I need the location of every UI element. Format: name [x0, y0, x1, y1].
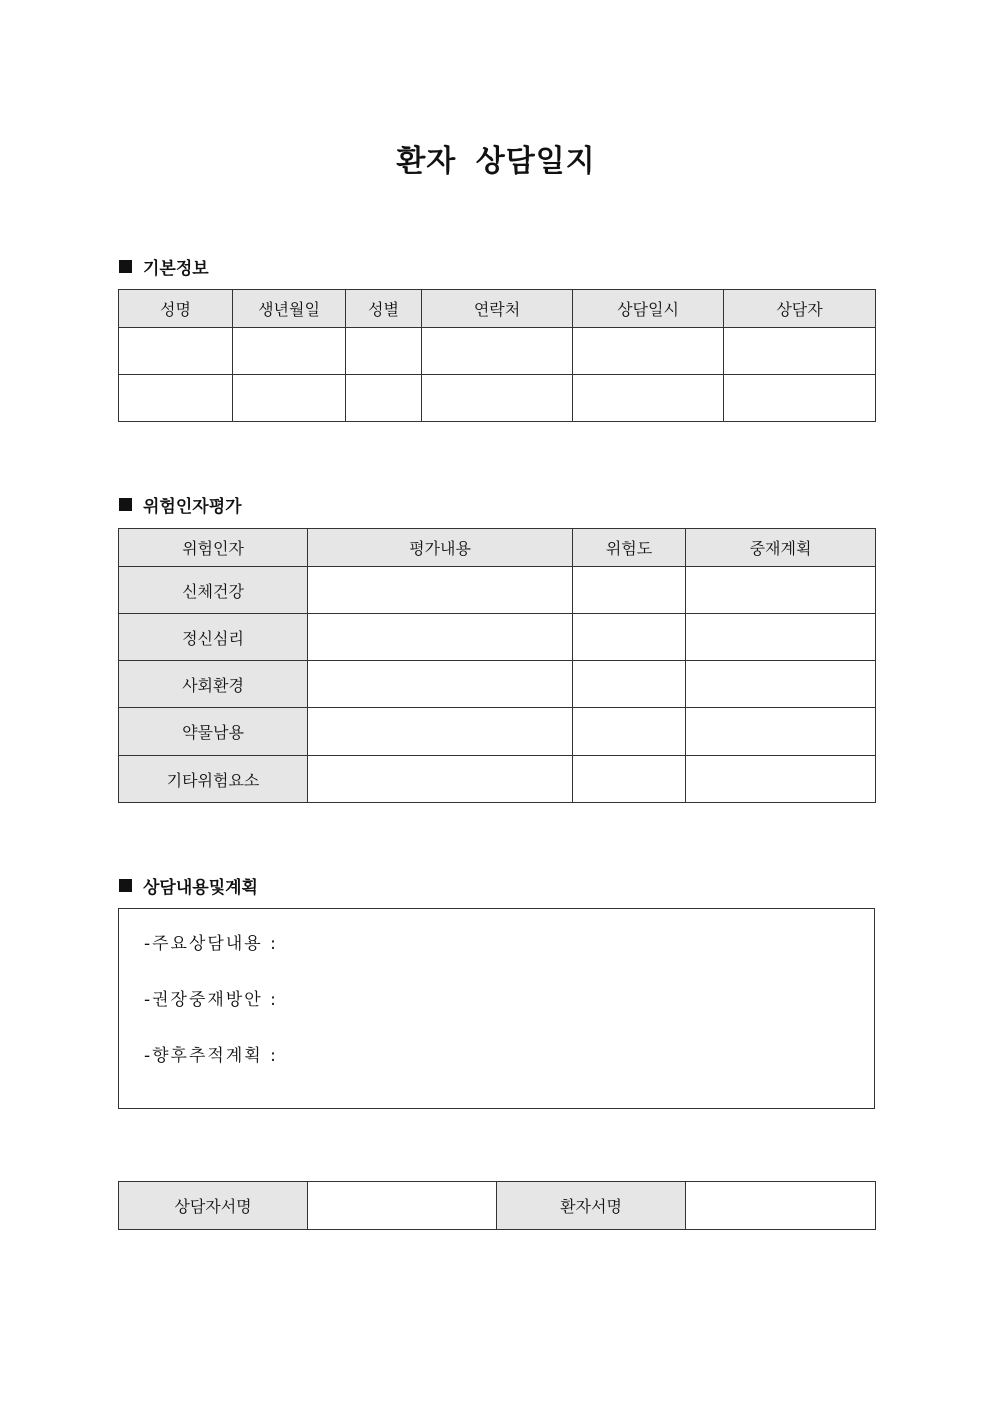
counselor-signature-field[interactable] [308, 1182, 497, 1230]
intervention-cell[interactable] [686, 614, 876, 661]
intervention-cell[interactable] [686, 567, 876, 614]
header-risk-factor: 위험인자 [119, 529, 308, 567]
assessment-cell[interactable] [308, 614, 573, 661]
patient-signature-label: 환자서명 [497, 1182, 686, 1230]
assessment-cell[interactable] [308, 708, 573, 756]
header-contact: 연락처 [422, 290, 573, 328]
name-cell[interactable] [119, 328, 233, 375]
table-row [119, 756, 876, 803]
table-row [119, 328, 876, 375]
risk-level-cell[interactable] [573, 708, 686, 756]
risk-factor-mental: 정신심리 [119, 614, 308, 661]
counsel-notes-box[interactable] [118, 908, 875, 1109]
main-counsel-content-label: -주요상담내용 : [144, 934, 278, 954]
risk-level-cell[interactable] [573, 614, 686, 661]
risk-factor-social: 사회환경 [119, 661, 308, 708]
risk-level-cell[interactable] [573, 567, 686, 614]
gender-cell[interactable] [346, 375, 422, 422]
assessment-cell[interactable] [308, 661, 573, 708]
table-row [119, 375, 876, 422]
header-counselor: 상담자 [724, 290, 876, 328]
risk-table [118, 528, 876, 803]
header-intervention-plan: 중재계획 [686, 529, 876, 567]
counsel-heading [119, 873, 258, 898]
table-row [119, 708, 876, 756]
counselor-cell[interactable] [724, 375, 876, 422]
counsel-datetime-cell[interactable] [573, 328, 724, 375]
basic-info-header-row [119, 290, 876, 328]
risk-heading-label: 위험인자평가 [143, 497, 242, 517]
basic-info-heading-label: 기본정보 [143, 259, 209, 279]
follow-up-plan-label: -향후추적계획 : [144, 1046, 278, 1066]
header-name: 성명 [119, 290, 233, 328]
header-gender: 성별 [346, 290, 422, 328]
basic-info-heading [119, 254, 209, 279]
header-counsel-datetime: 상담일시 [573, 290, 724, 328]
contact-cell[interactable] [422, 375, 573, 422]
table-row [119, 661, 876, 708]
header-assessment: 평가내용 [308, 529, 573, 567]
intervention-cell[interactable] [686, 756, 876, 803]
patient-signature-field[interactable] [686, 1182, 876, 1230]
risk-level-cell[interactable] [573, 661, 686, 708]
risk-factor-other: 기타위험요소 [119, 756, 308, 803]
counselor-cell[interactable] [724, 328, 876, 375]
counselor-signature-label: 상담자서명 [119, 1182, 308, 1230]
intervention-cell[interactable] [686, 661, 876, 708]
contact-cell[interactable] [422, 328, 573, 375]
intervention-cell[interactable] [686, 708, 876, 756]
header-birthdate: 생년월일 [233, 290, 346, 328]
birthdate-cell[interactable] [233, 375, 346, 422]
risk-heading [119, 492, 242, 517]
gender-cell[interactable] [346, 328, 422, 375]
birthdate-cell[interactable] [233, 328, 346, 375]
basic-info-table [118, 289, 876, 422]
risk-level-cell[interactable] [573, 756, 686, 803]
name-cell[interactable] [119, 375, 233, 422]
assessment-cell[interactable] [308, 756, 573, 803]
counsel-datetime-cell[interactable] [573, 375, 724, 422]
square-bullet-icon [119, 879, 132, 892]
risk-factor-physical: 신체건강 [119, 567, 308, 614]
assessment-cell[interactable] [308, 567, 573, 614]
risk-header-row [119, 529, 876, 567]
table-row [119, 614, 876, 661]
signature-table [118, 1181, 876, 1230]
square-bullet-icon [119, 498, 132, 511]
square-bullet-icon [119, 260, 132, 273]
table-row [119, 1182, 876, 1230]
risk-factor-substance: 약물남용 [119, 708, 308, 756]
counsel-heading-label: 상담내용및계획 [143, 878, 258, 898]
recommended-intervention-label: -권장중재방안 : [144, 990, 278, 1010]
header-risk-level: 위험도 [573, 529, 686, 567]
page-title: 환자 상담일지 [396, 144, 596, 179]
table-row [119, 567, 876, 614]
